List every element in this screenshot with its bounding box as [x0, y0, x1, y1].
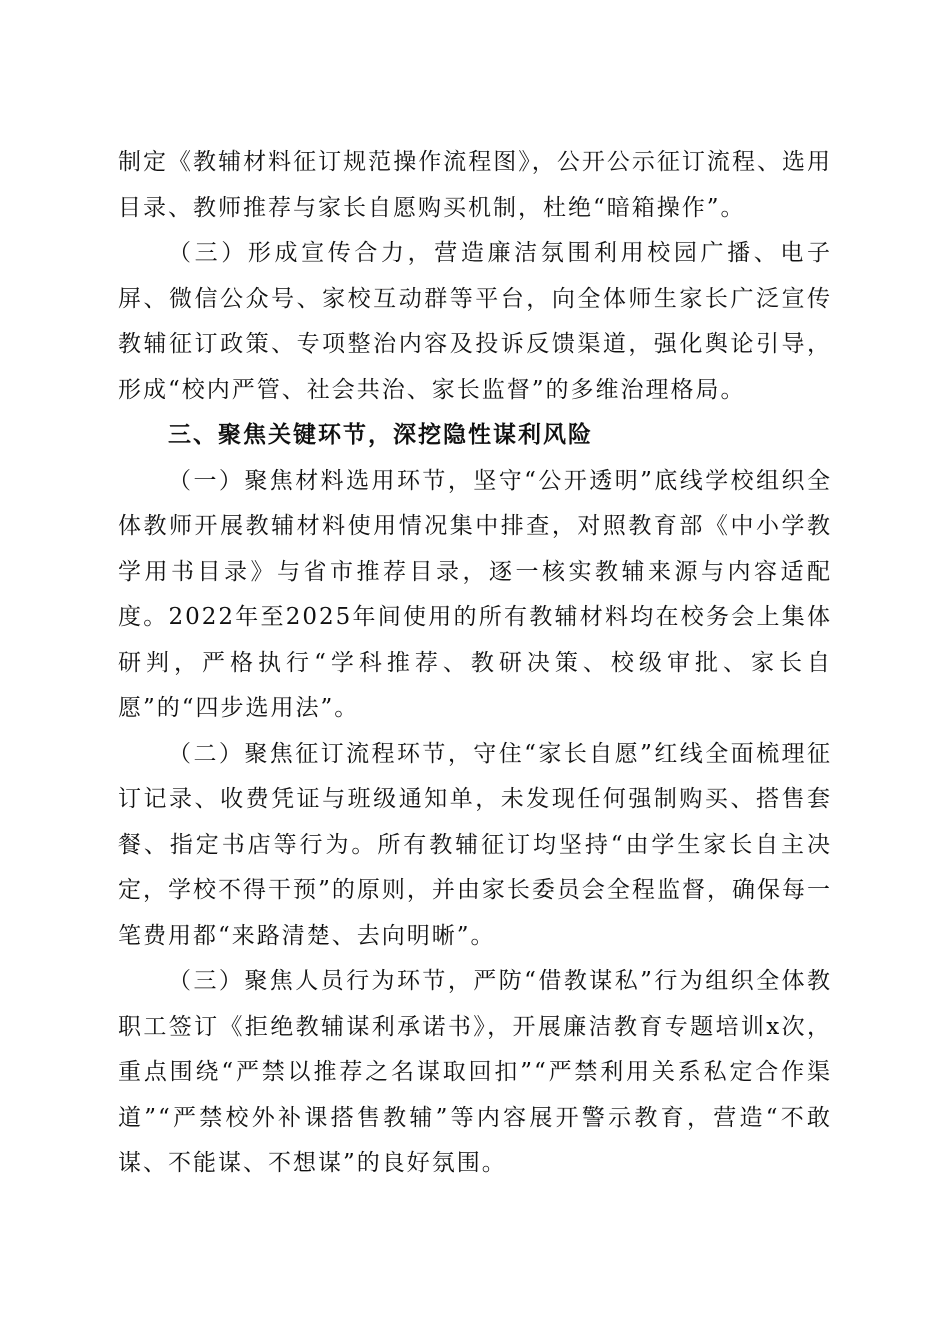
paragraph-personnel-conduct: （三）聚焦人员行为环节，严防“借教谋私”行为组织全体教职工签订《拒绝教辅谋利承诺书》，开展廉洁教育专题培训x次，重点围绕“严禁以推荐之名谋取回扣”“严禁利用关系私定合作渠道”“严禁校外补课搭售教辅”等内容展开警示教育，营造“不敢谋、不能谋、不想谋”的良好氛围。 [118, 968, 832, 1176]
paragraph-continued: 制定《教辅材料征订规范操作流程图》，公开公示征订流程、选用目录、教师推荐与家长自愿购买机制，杜绝“暗箱操作”。 [118, 149, 832, 221]
paragraph-publicity-synergy: （三）形成宣传合力，营造廉洁氛围利用校园广播、电子屏、微信公众号、家校互动群等平台，向全体师生家长广泛宣传教辅征订政策、专项整治内容及投诉反馈渠道，强化舆论引导，形成“校内严管、社会共治、家长监督”的多维治理格局。 [118, 240, 832, 403]
section-heading-3: 三、聚焦关键环节，深挖隐性谋利风险 [168, 422, 593, 448]
paragraph-material-selection: （一）聚焦材料选用环节，坚守“公开透明”底线学校组织全体教师开展教辅材料使用情况集中排查，对照教育部《中小学教学用书目录》与省市推荐目录，逐一核实教辅来源与内容适配度。2022年至2025年间使用的所有教辅材料均在校务会上集体研判，严格执行“学科推荐、教研决策、校级审批、家长自愿”的“四步选用法”。 [118, 467, 832, 721]
paragraph-ordering-process: （二）聚焦征订流程环节，守住“家长自愿”红线全面梳理征订记录、收费凭证与班级通知单，未发现任何强制购买、搭售套餐、指定书店等行为。所有教辅征订均坚持“由学生家长自主决定，学校不得干预”的原则，并由家长委员会全程监督，确保每一笔费用都“来路清楚、去向明晰”。 [118, 740, 832, 949]
